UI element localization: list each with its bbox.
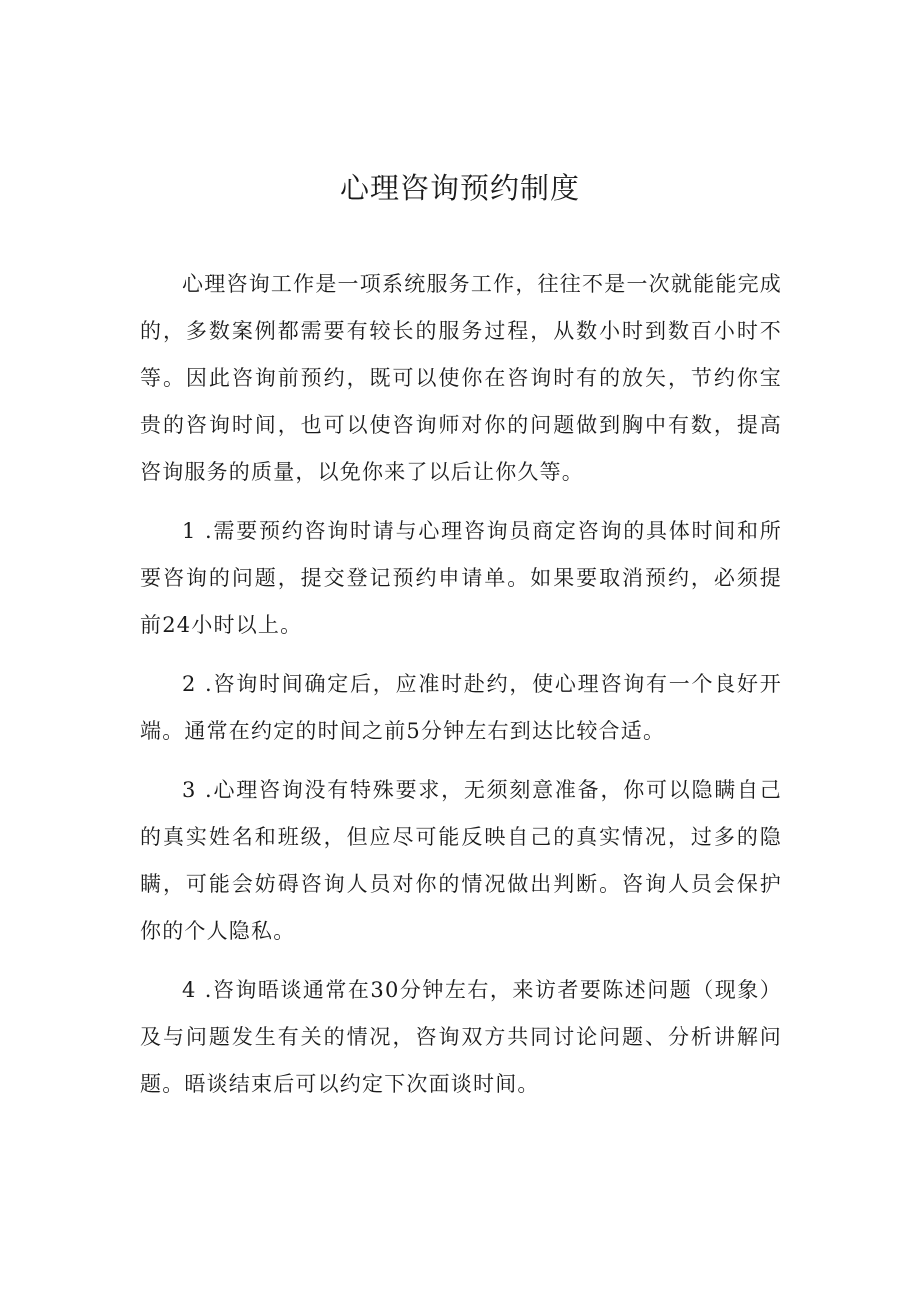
- rule-item-3: [140, 767, 782, 955]
- rule-text: .心理咨询没有特殊要求，无须刻意准备，你可以隐瞒自己的真实姓名和班级，但应尽可能反映自己的真实情况，过多的隐瞒，可能会妨碍咨询人员对你的情况做出判断。咨询人员会保护你的个人隐私。: [140, 778, 782, 943]
- rule-item-1: [140, 508, 782, 649]
- rule-text: .需要预约咨询时请与心理咨询员商定咨询的具体时间和所要咨询的问题，提交登记预约申请单。如果要取消预约，必须提前24小时以上。: [140, 519, 782, 637]
- document-title: 心理咨询预约制度: [339, 171, 580, 205]
- intro-paragraph: 心理咨询工作是一项系统服务工作，往往不是一次就能能完成的，多数案例都需要有较长的服务过程，从数小时到数百小时不等。因此咨询前预约，既可以使你在咨询时有的放矢，节约你宝贵的咨询时间，也可以使咨询师对你的问题做到胸中有数，提高咨询服务的质量，以免你来了以后让你久等。: [140, 272, 782, 484]
- rule-number: 3: [182, 778, 197, 802]
- rule-text: .咨询晤谈通常在30分钟左右，来访者要陈述问题（现象）及与问题发生有关的情况，咨询双方共同讨论问题、分析讲解问题。晤谈结束后可以约定下次面谈时间。: [140, 978, 782, 1096]
- rule-number: 4: [182, 978, 197, 1002]
- rule-item-2: [140, 661, 782, 755]
- rule-number: 1: [182, 519, 197, 543]
- rule-item-4: [140, 967, 782, 1108]
- document-body: [140, 261, 782, 1120]
- rule-text: .咨询时间确定后，应准时赴约，使心理咨询有一个良好开端。通常在约定的时间之前5分钟左右到达比较合适。: [140, 672, 782, 743]
- rule-number: 2: [182, 672, 197, 696]
